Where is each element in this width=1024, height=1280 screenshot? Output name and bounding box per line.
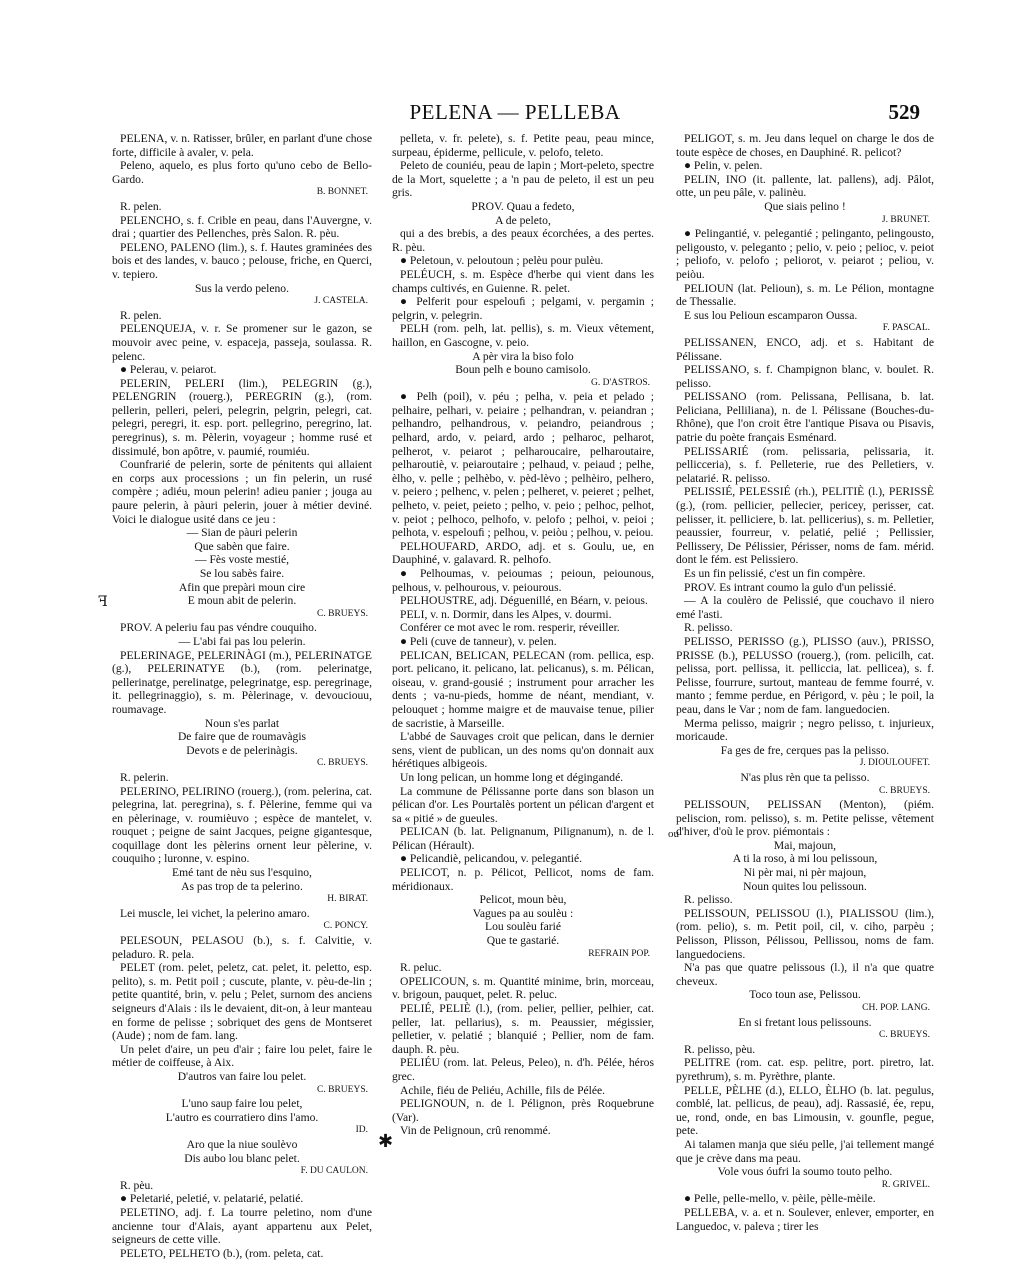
- quotation-line: Vagues pa au soulèu :: [472, 906, 574, 920]
- page-number: 529: [888, 100, 920, 124]
- dictionary-entry: Achile, fiéu de Peliéu, Achille, fils de Pélée.: [400, 1083, 606, 1097]
- dictionary-entry: pelleta, v. fr. pelete), s. f. Petite peau, peau mince, surpeau, épiderme, pellicule, v. pelofo, teleto.: [392, 132, 654, 159]
- quotation-line: Noun quites lou pelissoun.: [743, 879, 867, 893]
- dictionary-entry: PELISSO, PERISSO (g.), PLISSO (auv.), PRISSO, PRISSE (b.), PELUSSO (rouerg.), (rom. pelicilh, cat. pelissa, port. pellissa, it. pelliccia, lat. pellicea), s. f. Pelisse, fourrure, surtout, manteau de femme fourré, v. manto ; femme perdue, en Périgord, v. pèu ; le poil, la peau, dans le Var ; nom de fam. languedocien.: [676, 634, 934, 716]
- quotation-line: PROV. Quau a fedeto,: [471, 199, 575, 213]
- dictionary-entry: Un long pelican, un homme long et dégingandé.: [400, 770, 624, 784]
- page-header: [110, 100, 920, 124]
- dictionary-entry: R. pelisso.: [684, 621, 733, 635]
- quotation-line: Se lou sabès faire.: [199, 567, 285, 580]
- dictionary-entry: E sus lou Pelioun escamparon Oussa.: [684, 308, 858, 322]
- dictionary-entry: PROV. A peleriu fau pas véndre couquiho.: [120, 621, 317, 635]
- dictionary-entry: PELISSANEN, ENCO, adj. et s. Habitant de Pélissane.: [676, 335, 934, 363]
- dictionary-entry: PELI, v. n. Dormir, dans les Alpes, v. dourmi.: [400, 607, 612, 621]
- quotation-line: — Fès voste mestié,: [194, 553, 290, 567]
- quotation-line: Que siais pelino !: [764, 199, 846, 213]
- quotation-line: Aro que la niue soulèvo: [186, 1137, 298, 1151]
- quotation-line: Que te gastarié.: [486, 934, 560, 948]
- dictionary-entry: R. pelisso, pèu.: [684, 1042, 756, 1056]
- running-title: PELENA — PELLEBA: [409, 100, 621, 124]
- dictionary-entry: PELICOT, n. p. Pélicot, Pellicot, noms de fam. méridionaux.: [392, 866, 654, 893]
- margin-mark-asterisk: ✱: [378, 1131, 394, 1151]
- dictionary-entry: Ai talamen manja que siéu pelle, j'ai tellement mangé que je crève dans ma peau.: [676, 1137, 934, 1165]
- quotation-line: Devots e de pelerinàgis.: [186, 743, 298, 757]
- quotation-line: E moun abit de pelerin.: [187, 594, 297, 608]
- attribution: H. BIRAT.: [327, 894, 368, 905]
- dictionary-entry: R. pèu.: [120, 1178, 154, 1192]
- attribution: B. BONNET.: [316, 187, 368, 198]
- margin-mark-ou: ou: [668, 828, 679, 840]
- attribution: CH. POP. LANG.: [862, 1003, 930, 1013]
- dictionary-entry: R. pelen.: [120, 308, 162, 322]
- quotation-line: Pelicot, moun bèu,: [479, 893, 567, 907]
- margin-mark-left: ꟻ: [98, 595, 108, 610]
- quotation-line: L'autro es courratiero dins l'amo.: [165, 1110, 319, 1124]
- dictionary-entry: Lei muscle, lei vichet, la pelerino amaro.: [120, 906, 310, 920]
- quotation-line: Mai, majoun,: [773, 838, 837, 852]
- dictionary-entry: ● Pelingantié, v. pelegantié ; pelinganto, pelingousto, peligousto, v. peleganto ; pelio, v. peio ; pelioc, v. peiot ; peliofo, v. pelofo ; peliorot, v. peiarot ; peliou, v. peiòu.: [676, 227, 934, 281]
- dictionary-entry: L'abbé de Sauvages croit que pelican, dans le dernier sens, vient de publican, un des noms qu'on donnait aux hérétiques albigeois.: [392, 730, 654, 771]
- dictionary-entry: R. peluc.: [400, 961, 442, 975]
- quotation-line: Sus la verdo peleno.: [194, 281, 290, 295]
- dictionary-entry: PELISSANO (rom. Pelissana, Pellisana, b. lat. Peliciana, Pelliliana), n. de l. Pélissane (Bouches-du-Rhône), que l'on croit être l'antique Pisava ou Pisavis, patrie du poète français Esménard.: [676, 390, 934, 445]
- dictionary-entry: Conférer ce mot avec le rom. resperir, réveiller.: [400, 621, 620, 635]
- attribution: C. BRUEYS.: [317, 758, 368, 769]
- quotation-line: As pas trop de ta pelerino.: [181, 879, 303, 893]
- attribution: C. BRUEYS.: [879, 785, 930, 796]
- dictionary-entry: PELLE, PÈLHE (d.), ELLO, ÈLHO (b. lat. pegulus, comblé, lat. pellicus, de peau), adj. Rassasié, ée, repu, ue, rond, onde, en bas Limousin, v. gounfle, pegue, pete.: [676, 1083, 934, 1138]
- attribution: REFRAIN POP.: [588, 948, 650, 959]
- quotation-line: — L'abi fai pas lou pelerin.: [178, 634, 306, 648]
- attribution: R. GRIVEL.: [881, 1179, 930, 1190]
- quotation-line: N'as plus rèn que ta pelisso.: [740, 770, 870, 784]
- quotation-line: Emé tant de nèu sus l'esquino,: [172, 866, 312, 880]
- dictionary-entry: Vin de Pelignoun, crû renommé.: [400, 1124, 551, 1138]
- dictionary-entry: PELIÉU (rom. lat. Peleus, Peleo), n. d'h. Pélée, héros grec.: [392, 1056, 654, 1083]
- dictionary-entry: PELIGNOUN, n. de l. Pélignon, près Roquebrune (Var).: [392, 1097, 654, 1124]
- dictionary-entry: Un pelet d'aire, un peu d'air ; faire lou pelet, faire le métier de coiffeuse, à Aix.: [112, 1042, 372, 1070]
- quotation-line: Boun pelh e bouno camisolo.: [455, 363, 591, 377]
- dictionary-entry: ● Pelferit pour espelouﬁ ; pelgami, v. pergamin ; pelgrin, v. pelegrin.: [392, 295, 654, 322]
- dictionary-entry: PELICAN, BELICAN, PELECAN (rom. pellica, esp. port. pelicano, it. pelicano, lat. pelicanus), s. m. Pélican, oiseau, v. grand-gousié ; instrument pour arracher les dents ; va-nu-pieds, homme de néant, mendiant, v. pelouquet ; homme maigre et de mauvaise tenue, pilier de sacristie, à Marseille.: [392, 648, 654, 730]
- quotation-line: De faire que de roumavàgis: [177, 730, 307, 744]
- dictionary-entry: N'a pas que quatre pelissous (l.), il n'a que quatre cheveux.: [676, 961, 934, 988]
- dictionary-entry: PELESOUN, PELASOU (b.), s. f. Calvitie, v. peladuro. R. pela.: [112, 934, 372, 961]
- dictionary-entry: La commune de Pélissanne porte dans son blason un pélican d'or. Les Pourtalès portent un pélican d'argent et sa « pitié » de gueules.: [392, 784, 654, 825]
- dictionary-entry: PELIÉ, PELIÈ (l.), (rom. pelier, pellier, pelhier, cat. peller, lat. pellarius), s. m. Peaussier, mégissier, pelletier, v. pelatié ; blanquié ; Pellier, nom de fam. dauph. R. pèu.: [392, 1002, 654, 1056]
- dictionary-entry: PELISSARIÉ (rom. pelissaria, pelissaria, it. pellicceria), s. f. Pelleterie, rue des Pelletiers, v. pelatarié. R. pelisso.: [676, 444, 934, 485]
- dictionary-entry: PELERINO, PELIRINO (rouerg.), (rom. pelerina, cat. pelegrina, lat. peregrina), s. f. Pèlerine, femme qui va en pèlerinage, v. roumièuvo ; espèce de mantelet, v. rouquet ; peigne de saint Jacques, peigne gigantesque, coquillage dont les pèlerins ornent leur pèlerine, v. couquiho ; luronne, v. espino.: [112, 784, 372, 866]
- dictionary-column-3: [676, 132, 934, 1233]
- quotation-line: Lou soulèu farié: [485, 920, 561, 934]
- quotation-line: Dis aubo lou blanc pelet.: [184, 1151, 300, 1165]
- dictionary-entry: ● Peletarié, peletié, v. pelatarié, pelatié.: [120, 1192, 304, 1206]
- quotation-line: Fa ges de fre, cerques pas la pelisso.: [720, 743, 890, 757]
- dictionary-entry: ● Pelhoumas, v. peioumas ; peioun, peiounous, pelhous, v. pelhourous, v. peiourous.: [392, 567, 654, 594]
- quotation-line: D'autros van faire lou pelet.: [177, 1069, 307, 1083]
- dictionary-entry: PELÉUCH, s. m. Espèce d'herbe qui vient dans les champs cultivés, en Guienne. R. pelet.: [392, 267, 654, 295]
- dictionary-entry: PELENA, v. n. Ratisser, brûler, en parlant d'une chose forte, difficile à avaler, v. pela.: [112, 132, 372, 159]
- dictionary-entry: PELIOUN (lat. Pelioun), s. m. Le Pélion, montagne de Thessalie.: [676, 281, 934, 309]
- quotation-line: En si fretant lous pelissouns.: [738, 1015, 872, 1029]
- dictionary-entry: PELLEBA, v. a. et n. Soulever, enlever, emporter, en Languedoc, v. paleva ; tirer les: [676, 1205, 934, 1233]
- dictionary-entry: R. pelisso.: [684, 893, 733, 907]
- dictionary-entry: PELIN, INO (it. pallente, lat. pallens), adj. Pâlot, otte, un peu pâle, v. palinèu.: [676, 172, 934, 200]
- dictionary-entry: ● Peletoun, v. peloutoun ; pelèu pour pulèu.: [400, 254, 604, 268]
- quotation-line: A de peleto,: [495, 213, 551, 227]
- dictionary-entry: PELENO, PALENO (lim.), s. f. Hautes graminées des bois et des landes, v. bauco ; pelouse, friche, en Querci, v. tepiero.: [112, 240, 372, 281]
- attribution: J. BRUNET.: [881, 214, 930, 225]
- dictionary-entry: PELISSIÉ, PELESSIÉ (rh.), PELITIÈ (l.), PERISSÈ (g.), (rom. pellicier, pellecier, pericey, perisser, cat. pelisser, it. pelliciere, b. lat. pellicerius), s. m. Pelletier, peaussier, fourreur, v. pelatié, pelié ; Pellissier, Pellissery, De Pélissier, Périsser, noms de fam. mérid. dont le fém. est Pelissiero.: [676, 485, 934, 567]
- quotation-line: — Sian de pàuri pelerin: [186, 526, 298, 540]
- dictionary-entry: PELETO, PELHETO (b.), (rom. peleta, cat.: [120, 1246, 324, 1260]
- dictionary-entry: PELISSOUN, PELISSOU (l.), PIALISSOU (lim.), (rom. pelio), s. m. Petit poil, cil, v. ciho, parpèu ; Pelisson, Plisson, Pélissou, Pellissou, noms de fam. languedociens.: [676, 906, 934, 961]
- dictionary-entry: PELICAN (b. lat. Pelignanum, Pilignanum), n. de l. Pélican (Hérault).: [392, 825, 654, 852]
- attribution: F. PASCAL.: [882, 323, 930, 334]
- attribution: C. BRUEYS.: [317, 1084, 368, 1095]
- dictionary-entry: OPELICOUN, s. m. Quantité minime, brin, morceau, v. brigoun, pauquet, pelet. R. peluc.: [392, 974, 654, 1002]
- dictionary-entry: PELENCHO, s. f. Crible en peau, dans l'Auvergne, v. drai ; quartier des Pellenches, près Salon. R. pèu.: [112, 213, 372, 241]
- dictionary-entry: PELISSOUN, PELISSAN (Menton), (piém. peliscion, rom. pelisso), s. m. Petite pelisse, vêtement d'hiver, d'où le prov. piémontais :: [676, 798, 934, 839]
- quotation-line: Ni pèr mai, ni pèr majoun,: [743, 866, 867, 880]
- dictionary-entry: ● Pelle, pelle-mello, v. pèile, pèlle-mèile.: [684, 1192, 876, 1206]
- attribution: C. PONCY.: [323, 921, 368, 932]
- dictionary-entry: Peleto de couniéu, peau de lapin ; Mort-peleto, spectre de la Mort, squelette ; a 'n pau de peleto, il est un peu gris.: [392, 159, 654, 200]
- dictionary-entry: qui a des brebis, a des peaux écorchées, a des pertes. R. pèu.: [392, 227, 654, 254]
- dictionary-entry: PELITRE (rom. cat. esp. pelitre, port. piretro, lat. pyrethrum), s. m. Pyrèthre, plante.: [676, 1056, 934, 1083]
- dictionary-entry: PELH (rom. pelh, lat. pellis), s. m. Vieux vêtement, haillon, en Gascogne, v. peio.: [392, 322, 654, 349]
- quotation-line: A ti la roso, à mi lou pelissoun,: [732, 852, 878, 866]
- quotation-line: Afin que prepàri moun cire: [178, 580, 306, 594]
- dictionary-entry: PELIGOT, s. m. Jeu dans lequel on charge le dos de toute espèce de choses, en Dauphiné. R. pelicot?: [676, 132, 934, 159]
- dictionary-entry: PELHOUSTRE, adj. Déguenillé, en Béarn, v. peious.: [400, 594, 648, 608]
- dictionary-entry: PELETINO, adj. f. La tourre peletino, nom d'une ancienne tour d'Alais, ayant appartenu aux Pelet, seigneurs de cette ville.: [112, 1205, 372, 1247]
- dictionary-column-2: [392, 132, 654, 1212]
- quotation-line: Noun s'es parlat: [204, 716, 280, 730]
- dictionary-entry: R. pelerin.: [120, 770, 169, 784]
- attribution: C. BRUEYS.: [317, 608, 368, 619]
- dictionary-entry: ● Pelh (poil), v. péu ; pelha, v. peia et pelado ; pelhaire, pelhari, v. peiaire ; pelhandran, v. peiandran ; pelhandro, pelhandrous, v. peiandro, peiandrous ; pelhard, ardo, v. peiard, ardo ; pelharoc, pelharot, pelherot, v. peiarot ; pelharoucaire, pelharoutaire, pelharoutiè, v. peiaroutaire ; pelhaud, v. peiaud ; pelhe, èlho, v. pelle ; pelhèbo, v. pèd-lèvo ; pelhèiro, pelhero, v. peiero ; pelhenc, v. pelen ; pelheret, v. peieret ; pelhet, pelheto, v. peiet, peieto ; pelho, v. peio ; pelhoc, pelhot, v. peiot ; pelhoco, pelhofo, v. pelofo ; pelhoi, v. peioi ; pelhota, v. espelouﬁ ; pelhou, v. peiòu ; pelhou, v. peiou.: [392, 390, 654, 540]
- dictionary-column-1: [112, 132, 372, 1260]
- dictionary-entry: ● Pelicandiè, pelicandou, v. pelegantié.: [400, 852, 583, 866]
- quotation-line: Que sabèn que faire.: [194, 539, 290, 553]
- dictionary-entry: Es un fin pelissié, c'est un fin compère.: [684, 567, 866, 580]
- quotation-line: L'uno saup faire lou pelet,: [181, 1097, 303, 1111]
- dictionary-entry: PELENQUEJA, v. r. Se promener sur le gazon, se mouvoir avec peine, v. espaceja, passeja, soulassa. R. pelenc.: [112, 322, 372, 363]
- attribution: J. CASTELA.: [314, 296, 368, 307]
- dictionary-entry: PROV. Es intrant coumo la gulo d'un pelissié.: [684, 580, 897, 594]
- quotation-line: Toco toun ase, Pelissou.: [749, 988, 861, 1002]
- attribution: J. DIOULOUFET.: [859, 758, 930, 769]
- attribution: ID.: [355, 1125, 368, 1136]
- dictionary-entry: Peleno, aquelo, es plus forto qu'uno cebo de Bello-Gardo.: [112, 159, 372, 186]
- dictionary-entry: PELHOUFARD, ARDO, adj. et s. Goulu, ue, en Dauphiné, v. galavard. R. pelhofo.: [392, 539, 654, 567]
- attribution: G. D'ASTROS.: [591, 377, 650, 388]
- dictionary-entry: — A la coulèro de Pelissié, que couchavo il niero emé l'asti.: [676, 594, 934, 621]
- quotation-line: A pèr vira la biso folo: [472, 349, 574, 363]
- dictionary-entry: PELISSANO, s. f. Champignon blanc, v. boulet. R. pelisso.: [676, 363, 934, 390]
- dictionary-entry: ● Peli (cuve de tanneur), v. pelen.: [400, 634, 557, 648]
- attribution: F. DU CAULON.: [300, 1166, 368, 1177]
- dictionary-entry: PELET (rom. pelet, peletz, cat. pelet, it. peletto, esp. pelito), s. m. Petit poil ; cuscute, plante, v. pèu-de-lin ; petite quantité, brin, v. pelu ; Pelet, surnom des anciens seigneurs d'Alais : ils le devaient, dit-on, à leur manteau en forme de pelisse ; sobriquet des gens de Montseret (Aude) ; nom de fam. lang.: [112, 961, 372, 1043]
- dictionary-entry: R. pelen.: [120, 199, 162, 213]
- dictionary-entry: Merma pelisso, maigrir ; negro pelisso, t. injurieux, moricaude.: [676, 716, 934, 744]
- quotation-line: Vole vous óufri la soumo touto pelho.: [717, 1165, 893, 1179]
- dictionary-entry: Counfrarié de pelerin, sorte de pénitents qui allaient en corps aux processions ; un fin pelerin, un rusé compère ; adiéu, moun pelerin! adieu panier ; jouga au paure pelerin, à pàuri pelerin, jouer à métier deviné. Voici le dialogue usité dans ce jeu :: [112, 458, 372, 526]
- dictionary-entry: PELERINAGE, PELERINÀGI (m.), PELERINATGE (g.), PELERINATYE (b.), (rom. pelerinatge, pellerinatge, perelinatge, pelegrinatge, esp. peregrinage, it. pellegrinaggio), s. m. Pèlerinage, v. devouciouu, roumavage.: [112, 648, 372, 716]
- dictionary-entry: PELERIN, PELERI (lim.), PELEGRIN (g.), PELENGRIN (rouerg.), PEREGRIN (g.), (rom. pellerin, pelleri, peleri, pelegrin, pelgrin, pelegri, cat. pelegri, peregri, it. esp. port. pellegrino, peregrino, lat. peregrinus), s. m. Pèlerin, voyageur ; homme rusé et dissimulé, bon apôtre, v. paumié, roumiéu.: [112, 376, 372, 458]
- dictionary-entry: ● Pelin, v. pelen.: [684, 159, 763, 173]
- dictionary-entry: ● Pelerau, v. peiarot.: [120, 363, 217, 377]
- attribution: C. BRUEYS.: [879, 1030, 930, 1041]
